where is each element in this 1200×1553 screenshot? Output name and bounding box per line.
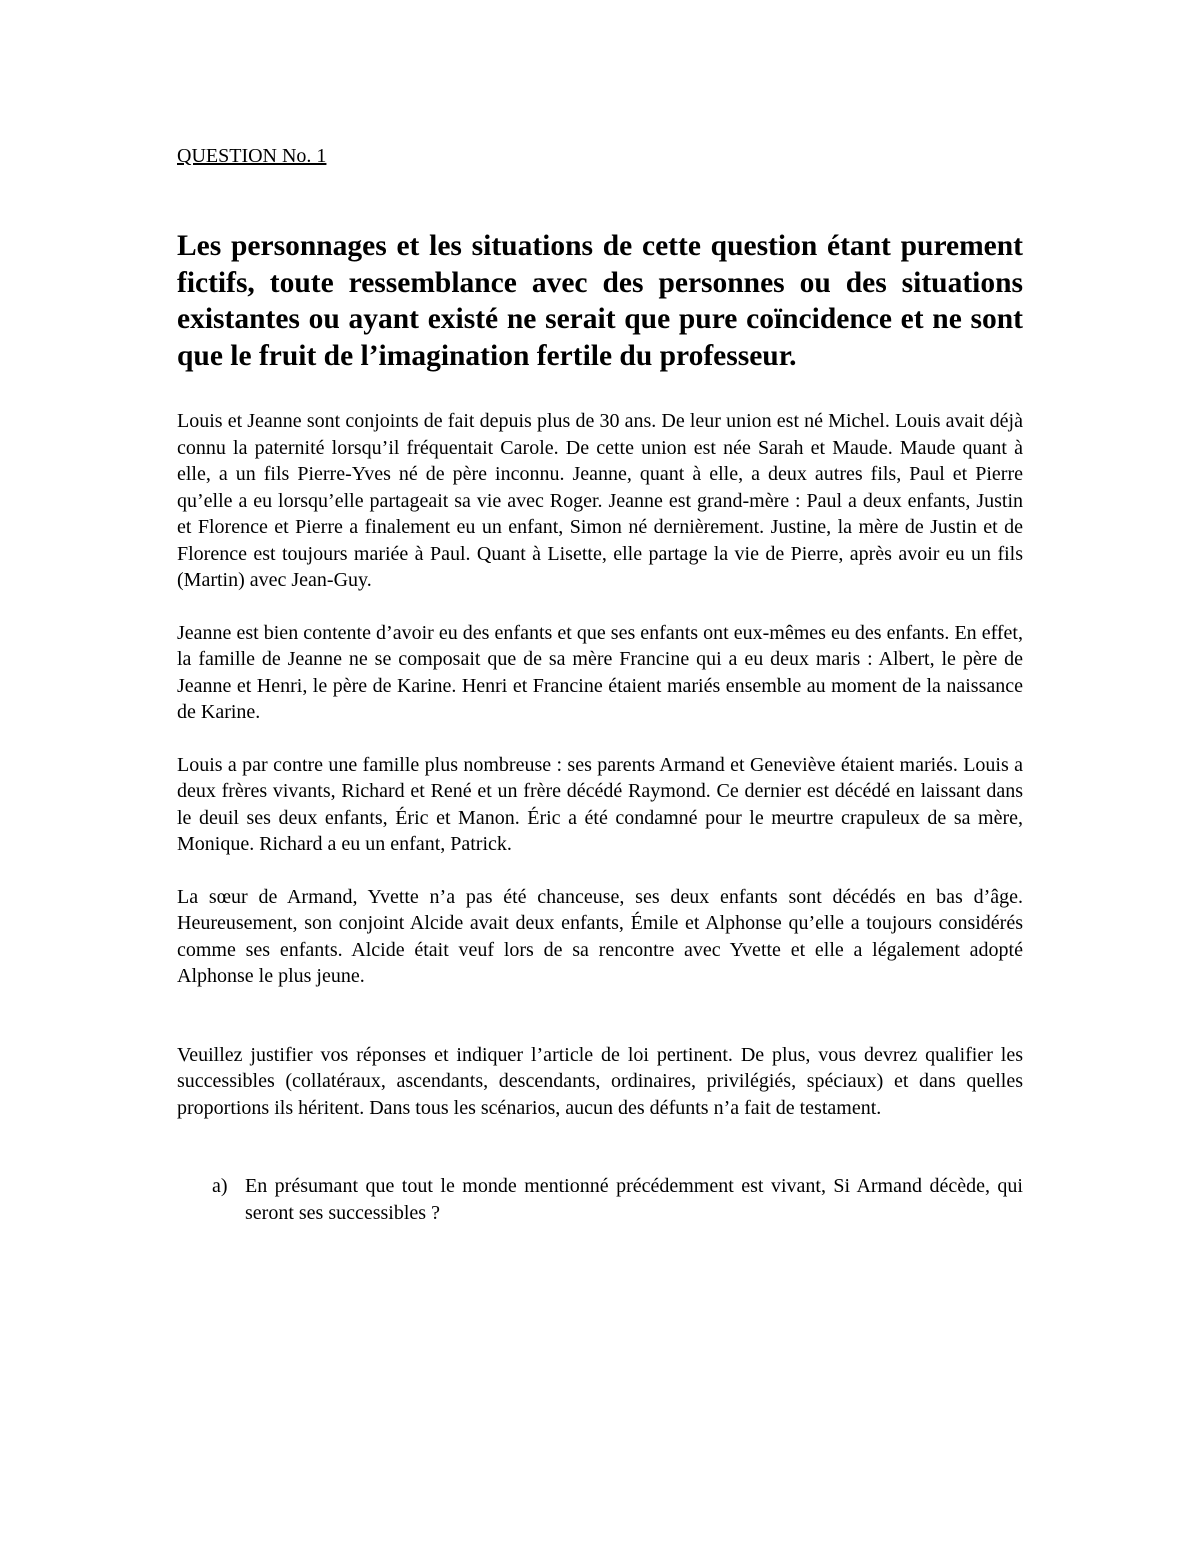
document-page <box>177 140 1023 1226</box>
paragraph-family-louis-jeanne: Louis et Jeanne sont conjoints de fait depuis plus de 30 ans. De leur union est né Michel. Louis avait déjà connu la paternité lorsqu’il fréquentait Carole. De cette union est née Sarah et Maude. Maude quant à elle, a un fils Pierre-Yves né de père inconnu. Jeanne, quant à elle, a deux autres fils, Paul et Pierre qu’elle a eu lorsqu’elle partageait sa vie avec Roger. Jeanne est grand-mère : Paul a deux enfants, Justin et Florence et Pierre a finalement eu un enfant, Simon né dernièrement. Justine, la mère de Justin et de Florence est toujours mariée à Paul. Quant à Lisette, elle partage la vie de Pierre, après avoir eu un fils (Martin) avec Jean-Guy. <box>177 410 1023 591</box>
paragraph-family-jeanne: Jeanne est bien contente d’avoir eu des enfants et que ses enfants ont eux-mêmes eu des enfants. En effet, la famille de Jeanne ne se composait que de sa mère Francine qui a eu deux maris : Albert, le père de Jeanne et Henri, le père de Karine. Henri et Francine étaient mariés ensemble au moment de la naissance de Karine. <box>177 621 1023 723</box>
question-item-a <box>177 1173 1023 1226</box>
paragraph-yvette: La sœur de Armand, Yvette n’a pas été chanceuse, ses deux enfants sont décédés en bas d’âge. Heureusement, son conjoint Alcide avait deux enfants, Émile et Alphonse qu’elle a toujours considérés comme ses enfants. Alcide était veuf lors de sa rencontre avec Yvette et elle a légalement adopté Alphonse le plus jeune. <box>177 885 1023 987</box>
disclaimer-paragraph: Les personnages et les situations de cette question étant purement fictifs, toute ressemblance avec des personnes ou des situations existantes ou ayant existé ne serait que pure coïncidence et ne sont que le fruit de l’imagination fertile du professeur. <box>177 230 1023 372</box>
paragraph-instructions: Veuillez justifier vos réponses et indiquer l’article de loi pertinent. De plus, vous devrez qualifier les successibles (collatéraux, ascendants, descendants, ordinaires, privilégiés, spéciaux) et dans quelles proportions ils héritent. Dans tous les scénarios, aucun des défunts n’a fait de testament. <box>177 1043 1023 1119</box>
question-title: QUESTION No. 1 <box>177 145 327 167</box>
question-list <box>177 1173 1023 1226</box>
question-marker: a) <box>212 1175 228 1197</box>
question-text: En présumant que tout le monde mentionné précédemment est vivant, Si Armand décède, qui seront ses successibles ? <box>245 1175 1023 1224</box>
paragraph-family-louis: Louis a par contre une famille plus nombreuse : ses parents Armand et Geneviève étaient mariés. Louis a deux frères vivants, Richard et René et un frère décédé Raymond. Ce dernier est décédé en laissant dans le deuil ses deux enfants, Éric et Manon. Éric a été condamné pour le meurtre crapuleux de sa mère, Monique. Richard a eu un enfant, Patrick. <box>177 753 1023 855</box>
